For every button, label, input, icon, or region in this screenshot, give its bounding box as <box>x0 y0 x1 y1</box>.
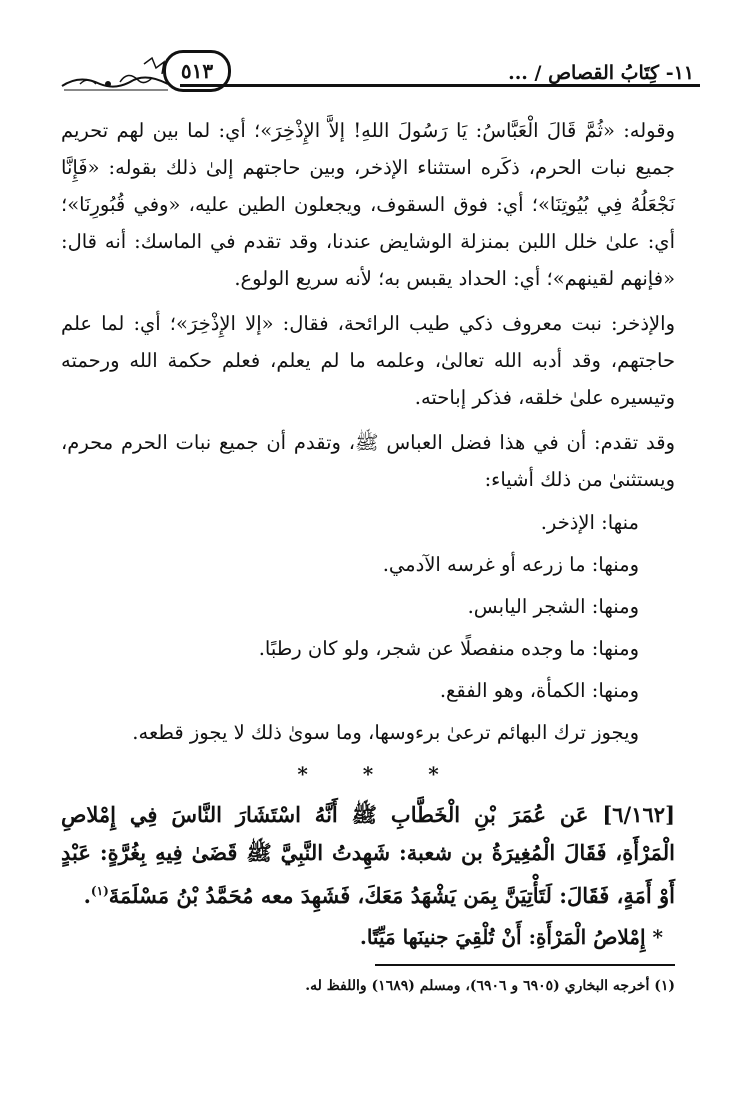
hadith-text: [٦/١٦٢] عَن عُمَرَ بْنِ الْخَطَّابِ ﷺ أَنَّهُ اسْتَشَارَ النَّاسَ فِي إِمْلاصِ الْمَرْأَةِ، فَقَالَ الْمُغِيرَةُ بن شعبة: شَهِدتُ النَّبِيَّ ﷺ قَضَىٰ فِيهِ بِغُرَّةٍ: عَبْدٍ أَوْ أَمَةٍ، فَقَالَ: لَتَأْتِيَنَّ بِمَن يَشْهَدُ مَعَكَ، فَشَهِدَ معه مُحَمَّدُ بْنُ مَسْلَمَةَ$^{(١)}$. <box>61 802 675 908</box>
page-number: ٥١٣ <box>163 50 231 92</box>
page-header <box>60 48 700 98</box>
paragraph-1: وقوله: «ثُمَّ قَالَ الْعَبَّاسُ: يَا رَسُولَ اللهِ! إلاَّ الإِذْخِرَ»؛ أي: لما بين لهم تحريم جميع نبات الحرم، ذكَره استثناء الإذخر، وبين حاجتهم إلىٰ ذلك بقوله: «فَإِنَّا نَجْعَلُهُ فِي بُيُوتِنَا»؛ أي: فوق السقوف، ويجعلون الطين عليه، «وفي قُبُورِنَا»؛ أي: علىٰ خلل اللبن بمنزلة الوشايض عندنا، وقد تقدم في الماسك: أنه قال: «فإنهم لقينهم»؛ أي: الحداد يقبس به؛ لأنه سريع الولوع. <box>61 119 675 290</box>
paragraph-4: ويجوز ترك البهائم ترعىٰ برءوسها، وما سوىٰ ذلك لا يجوز قطعه. <box>132 721 639 744</box>
page-body <box>61 112 675 964</box>
header-divider <box>180 84 700 87</box>
footnote-marker: (١) <box>90 884 109 898</box>
chapter-title: ١١- كِتَابُ القصاص / ... <box>508 62 694 84</box>
list-item: ومنها: ما وجده منفصلًا عن شجر، ولو كان رطبًا. <box>258 637 639 660</box>
paragraph-2: والإذخر: نبت معروف ذكي طيب الرائحة، فقال: «إلا الإِذْخِرَ»؛ أي: لما علم حاجتهم، وقد أدبه الله تعالىٰ، وعلمه ما لم يعلم، فعلم حكمة الله ورحمته وتيسيره علىٰ خلقه، فذكر إباحته. <box>61 312 675 409</box>
separator-star: * <box>362 762 374 786</box>
list-item: ومنها: الشجر اليابس. <box>467 595 639 618</box>
decorative-ornament-icon <box>60 54 170 94</box>
list-item: ومنها: الكمأة، وهو الفقع. <box>439 679 639 702</box>
list-item: منها: الإذخر. <box>540 511 639 534</box>
list-item: ومنها: ما زرعه أو غرسه الآدمي. <box>382 553 639 576</box>
paragraph-3: وقد تقدم: أن في هذا فضل العباس ﷺ، وتقدم أن جميع نبات الحرم محرم، ويستثنىٰ من ذلك أشياء: <box>61 431 675 491</box>
separator-star: * <box>297 762 308 786</box>
footnote-divider <box>375 964 675 966</box>
separator-star: * <box>428 762 439 786</box>
footnote: (١) أخرجه البخاري (٦٩٠٥ و ٦٩٠٦)، ومسلم (١٦٨٩) واللفظ له. <box>305 978 675 994</box>
section-separator <box>61 760 675 788</box>
hadith-body: [٦/١٦٢] عَن عُمَرَ بْنِ الْخَطَّابِ ﷺ أَنَّهُ اسْتَشَارَ النَّاسَ فِي إِمْلاصِ الْمَرْأَةِ، فَقَالَ الْمُغِيرَةُ بن شعبة: شَهِدتُ النَّبِيَّ ﷺ قَضَىٰ فِيهِ بِغُرَّةٍ: عَبْدٍ أَوْ أَمَةٍ، فَقَالَ: لَتَأْتِيَنَّ بِمَن يَشْهَدُ مَعَكَ، فَشَهِدَ معه مُحَمَّدُ بْنُ مَسْلَمَةَ <box>61 802 675 908</box>
definition-note: * إِمْلاصُ الْمَرْأَةِ: أَنْ تُلْقِيَ جنينَها مَيِّتًا. <box>359 925 663 949</box>
